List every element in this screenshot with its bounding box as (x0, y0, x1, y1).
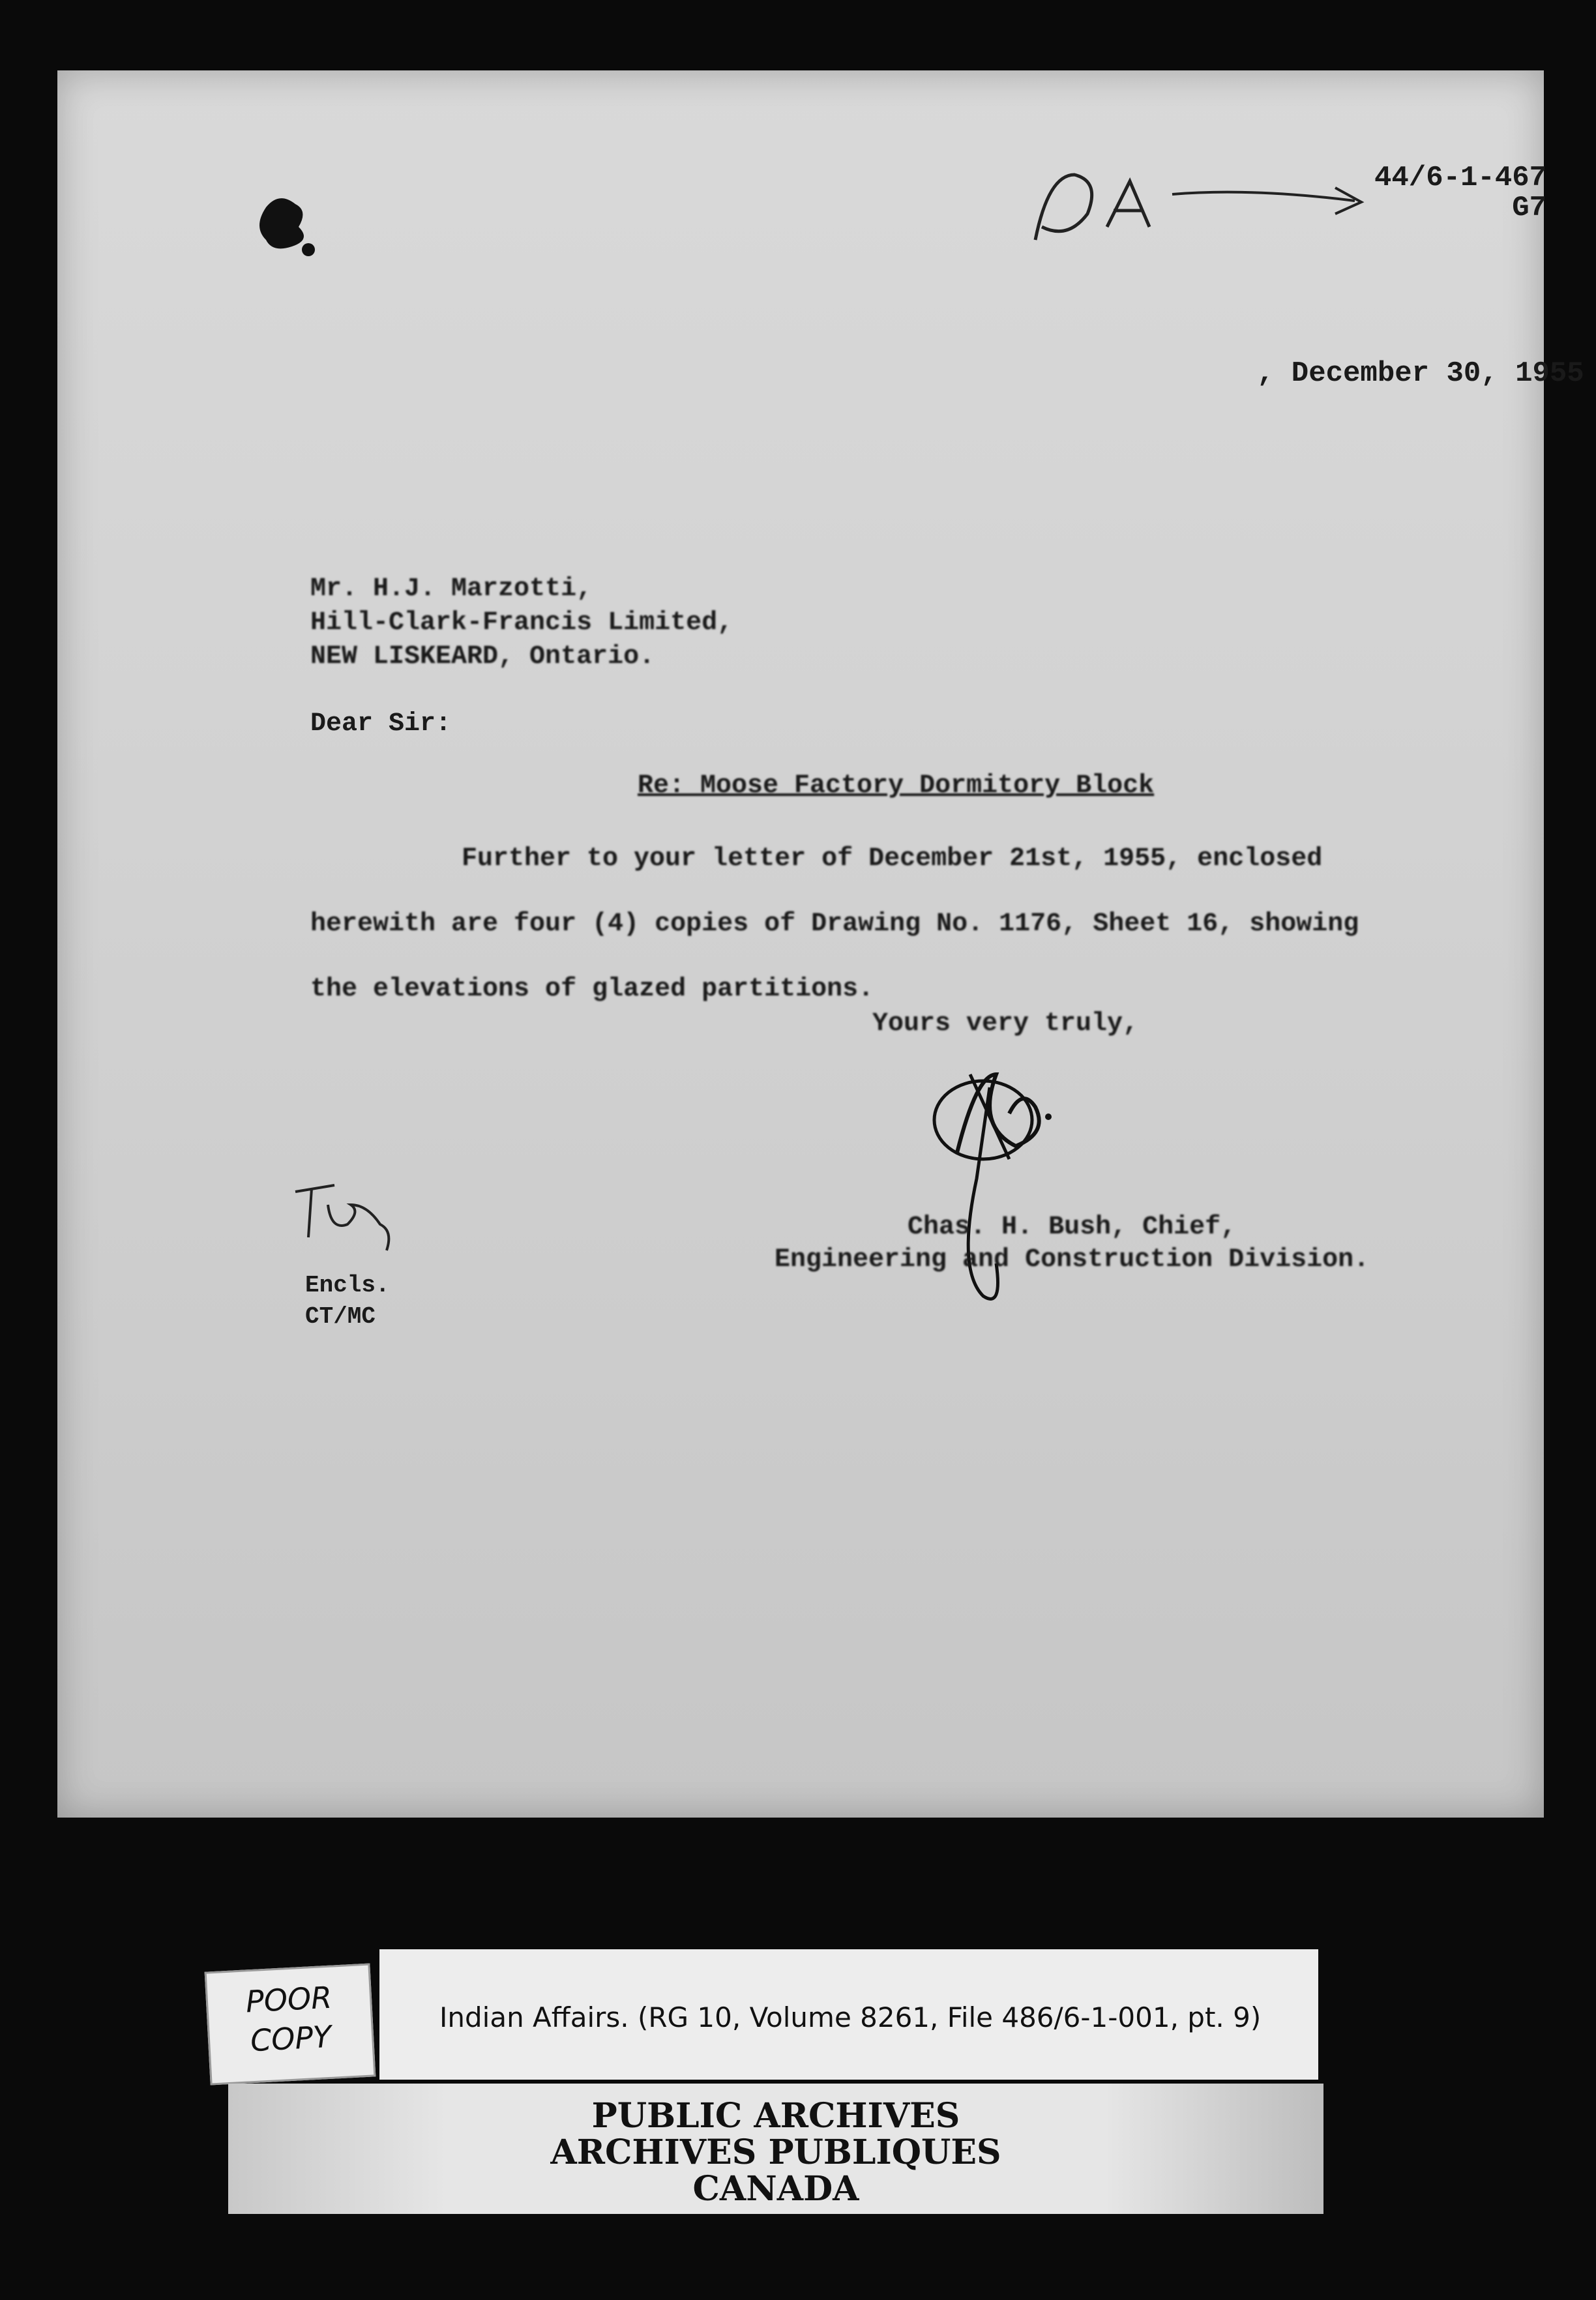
signatory-line: Chas. H. Bush, Chief, (908, 1213, 1237, 1242)
enclosure-line: Encls. (305, 1272, 390, 1299)
file-reference: 44/6-1-467 G7 (1374, 162, 1547, 224)
signatory-block (775, 1211, 1369, 1276)
signatory-line: Engineering and Construction Division. (775, 1245, 1370, 1275)
enclosure-notation (305, 1270, 390, 1333)
poor-copy-label: POOR COPY (205, 1963, 376, 2085)
enclosure-line: CT/MC (305, 1303, 376, 1330)
salutation: Dear Sir: (310, 709, 452, 739)
body-line: herewith are four (4) copies of Drawing No. 1176, Sheet 16, showing (310, 909, 1359, 939)
public-archives-label: PUBLIC ARCHIVES ARCHIVES PUBLIQUES CANADA (228, 2084, 1323, 2214)
address-line: Mr. H.J. Marzotti, (310, 574, 593, 604)
address-line: NEW LISKEARD, Ontario. (310, 642, 655, 671)
signature (898, 1048, 1133, 1361)
address-line: Hill-Clark-Francis Limited, (310, 608, 733, 638)
subject-line: Re: Moose Factory Dormitory Block (638, 771, 1155, 801)
handwritten-initials-arrow (1016, 149, 1381, 253)
letter-body (310, 827, 1359, 1022)
body-line: Further to your letter of December 21st, 1955, enclosed (462, 844, 1323, 874)
ink-blot (246, 188, 325, 266)
recipient-address (310, 572, 733, 674)
body-line: the elevations of glazed partitions. (310, 975, 874, 1004)
closing: Yours very truly, (872, 1009, 1139, 1039)
letter-date: , December 30, 1955 (1257, 357, 1584, 390)
handwritten-mark (282, 1166, 413, 1257)
archive-reference-label: Indian Affairs. (RG 10, Volume 8261, File 486/6-1-001, pt. 9) (379, 1949, 1318, 2080)
letter-page (57, 70, 1584, 1818)
